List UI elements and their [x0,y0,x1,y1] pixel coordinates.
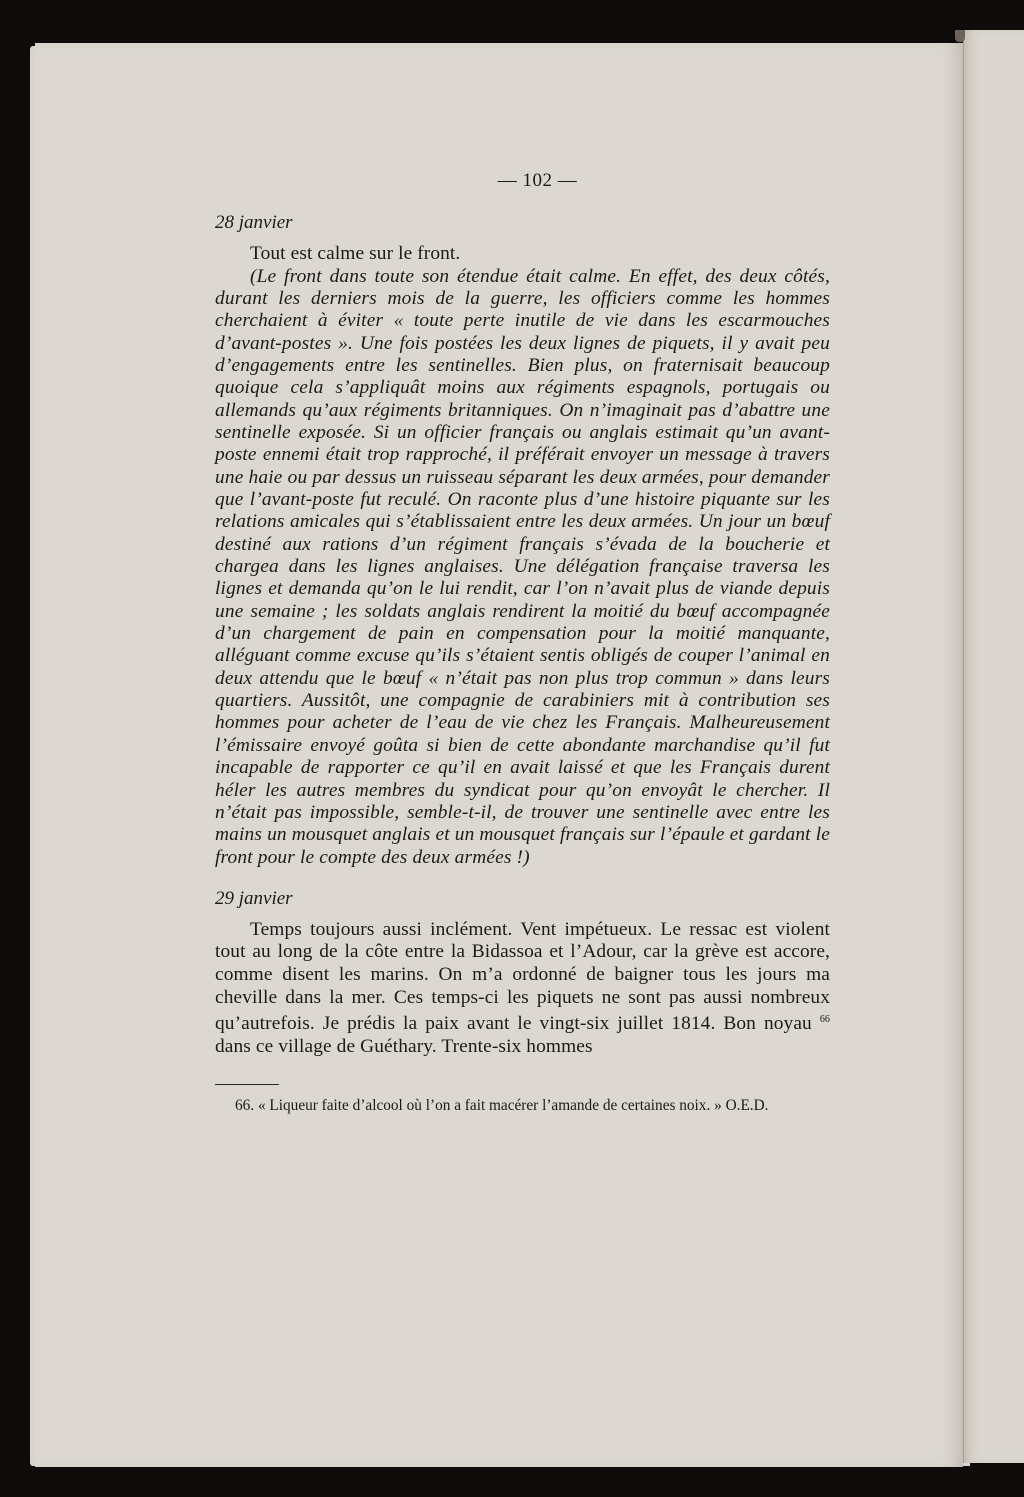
entry-lead-paragraph: Tout est calme sur le front. [250,243,461,264]
editorial-note-paragraph: (Le front dans toute son étendue était calme. En effet, des deux côtés, durant les derniers mois de la guerre, les officiers comme les hommes cherchaient à éviter « toute perte inutile de vie dans les escarmouches d’avant-postes ». Une fois postées les deux lignes de piquets, il y avait peu d’engagements entre les sentinelles. Bien plus, on fraternisait beaucoup quoique cela s’appliquât moins aux régiments espagnols, portugais ou allemands qu’aux régiments britanniques. On n’imaginait pas d’abattre une sentinelle exposée. Si un officier français ou anglais estimait qu’un avant-poste ennemi était trop rapproché, il préférait envoyer un message à travers une haie ou par dessus un ruisseau séparant les deux armées, pour demander que l’avant-poste fut reculé. On raconte plus d’une histoire piquante sur les relations amicales qui s’établissaient entre les deux armées. Un jour un bœuf destiné aux rations d’un régiment français s’évada de la boucherie et chargea dans les lignes anglaises. Une délégation française traversa les lignes et demanda qu’on le lui rendit, car l’on n’avait plus de viande depuis une semaine ; les soldats anglais rendirent la moitié du bœuf accompagnée d’un chargement de pain en compensation pour la moitié manquante, alléguant comme excuse qu’ils s’étaient sentis obligés de couper l’animal en deux attendu que le bœuf « n’était pas non plus trop commun » dans leurs quartiers. Aussitôt, une compagnie de carabiniers mit à contribution ses hommes pour acheter de l’eau de vie chez les Français. Malheureusement l’émissaire envoyé goûta si bien de cette abondante marchandise qu’il fut incapable de rapporter ce qu’il en avait laissé et que les Français durent héler les autres membres du syndicat pour qu’on envoyât le chercher. Il n’était pas impossible, semble-t-il, de trouver une sentinelle avec entre les mains un mousquet anglais et un mousquet français sur l’épaule et gardant le front pour le compte des deux armées !) [215,265,830,868]
entry-29-janvier [215,888,830,1059]
entry-28-janvier [215,212,830,869]
entry-date: 29 janvier [215,887,293,909]
facing-page-edge [963,30,1024,1463]
page-number: — 102 — [497,170,578,191]
footnote-66 [215,1097,830,1114]
footnote-number: 66. [235,1097,255,1115]
text-column [215,170,830,1114]
entry-text-part: Temps toujours aussi inclément. Vent impétueux. Le ressac est violent tout au long de la côte entre la Bidassoa et l’Adour, car la grève est accore, comme disent les marins. On m’a ordonné de baigner tous les jours ma cheville dans la mer. Ces temps-ci les piquets ne sont pas aussi nombreux qu’autrefois. Je prédis la paix avant le vingt-six juillet 1814. Bon noyau [215,918,830,1035]
entry-date: 28 janvier [215,212,293,233]
entry-text-part: dans ce village de Guéthary. Trente-six hommes [215,1035,593,1057]
entry-paragraph [215,919,830,1059]
binding-notch [955,30,965,42]
footnote-reference[interactable]: 66 [819,1014,831,1026]
footnote-separator [215,1084,279,1085]
footnote-text: « Liqueur faite d’alcool où l’on a fait macérer l’amande de certaines noix. » O.E.D. [257,1097,769,1115]
